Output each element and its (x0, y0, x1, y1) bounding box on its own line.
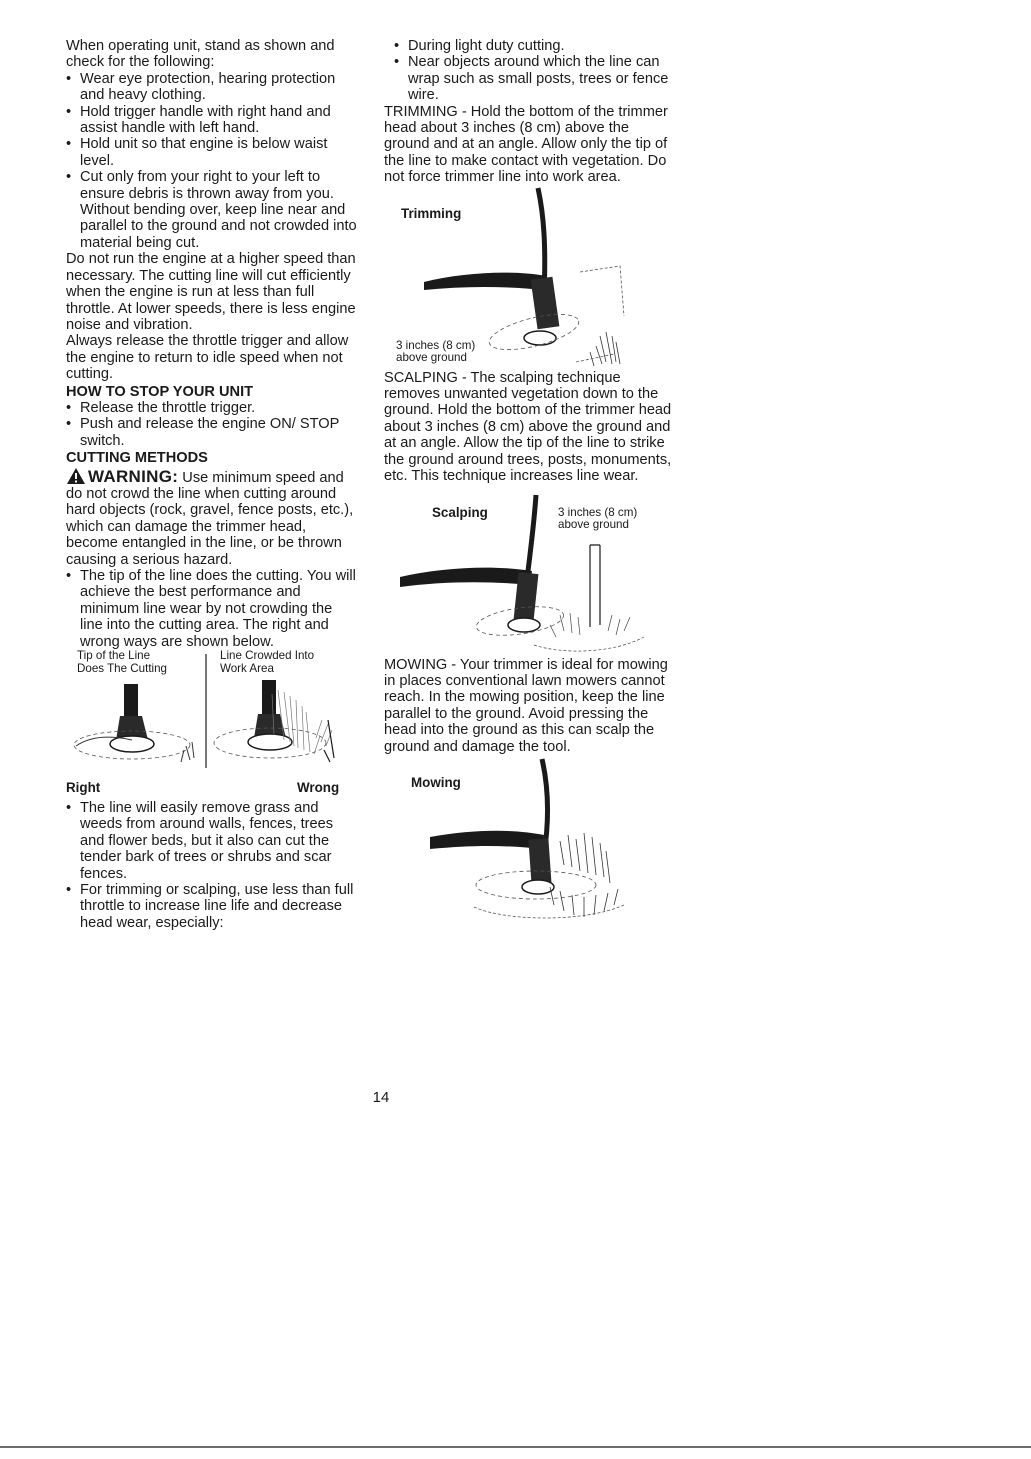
mowing-illustration (384, 755, 674, 935)
scalping-note: 3 inches (8 cm) above ground (558, 505, 638, 532)
list-item: • Cut only from your right to your left to ensure debris is thrown away from you. Without bending over, keep line near and parallel to the ground and not crowded into material being cut. (66, 169, 357, 251)
list-item: • Hold unit so that engine is below waist level. (66, 136, 328, 169)
trimming-figure (384, 186, 674, 370)
idle-paragraph: Always release the throttle trigger and allow the engine to return to idle speed when not cutting. (66, 333, 349, 383)
scalping-figure (384, 485, 674, 657)
list-item: • Wear eye protection, hearing protection and heavy clothing. (66, 70, 336, 104)
caption-line-crowded: Line Crowded Into Work Area (220, 649, 315, 675)
list-item: • The tip of the line does the cutting. You will achieve the best performance and minimum line wear by not crowding the line into the cutting area. The right and wrong ways are shown below. (66, 568, 356, 650)
list-item: • Hold trigger handle with right hand and assist handle with left hand. (66, 103, 331, 137)
intro-text: When operating unit, stand as shown and check for the following: (66, 38, 335, 71)
list-item: • Push and release the engine ON/ STOP switch. (66, 416, 340, 449)
warning-block (66, 467, 358, 568)
right-column (384, 38, 674, 935)
mowing-text: MOWING - Your trimmer is ideal for mowing in places conventional lawn mowers cannot reach. In the mowing position, keep the line parallel to the ground. Avoid pressing the head into the ground as this can scalp the ground and damage the tool. (384, 656, 668, 755)
trimming-text: TRIMMING - Hold the bottom of the trimmer head about 3 inches (8 cm) above the ground and at an angle. Allow only the tip of the line to make contact with vegetation. Do not force trimmer line into work area. (384, 103, 668, 186)
mowing-figure (384, 755, 674, 935)
warning-label: WARNING: (88, 466, 179, 486)
throttle-paragraph: Do not run the engine at a higher speed than necessary. The cutting line will cut efficiently when the engine is run at less than full throttle. At lower speeds, there is less engine noise and vibration. (66, 251, 356, 333)
warning-triangle-icon (66, 467, 86, 485)
list-item: • During light duty cutting. (394, 38, 565, 54)
scalping-illustration (384, 485, 674, 657)
left-column (66, 38, 358, 931)
trimming-note: 3 inches (8 cm) above ground (396, 338, 476, 365)
page-number: 14 (372, 1089, 390, 1106)
list-item: • Near objects around which the line can wrap such as small posts, trees or fence wire. (394, 54, 669, 104)
scalping-title: Scalping (432, 504, 488, 520)
stop-unit-heading: HOW TO STOP YOUR UNIT (66, 383, 254, 400)
right-wrong-figure (66, 650, 358, 800)
list-item: • The line will easily remove grass and weeds from around walls, fences, trees and flower beds, but it also can cut the tender bark of trees or shrubs and scar fences. (66, 800, 334, 882)
scalping-text: SCALPING - The scalping technique removes unwanted vegetation down to the ground. Hold the bottom of the trimmer head about 3 inches (8 cm) above the ground and at an angle. Allow the tip of the line to strike the ground around trees, posts, monuments, etc. This technique increases line wear. (384, 369, 672, 485)
warning-text: Use minimum speed and do not crowd the line when cutting around hard objects (rock, gravel, fence posts, etc.), which can damage the trimmer head, become entangled in the line, or be thrown causing a serious hazard. (66, 469, 354, 568)
page-bottom-rule (0, 1446, 1031, 1448)
label-wrong: Wrong (297, 780, 340, 796)
list-item: • Release the throttle trigger. (66, 399, 256, 416)
trimming-title: Trimming (401, 205, 462, 221)
cutting-methods-heading: CUTTING METHODS (66, 450, 208, 467)
mowing-title: Mowing (411, 774, 461, 790)
right-wrong-illustration (66, 650, 358, 800)
label-right: Right (66, 780, 101, 796)
list-item: • For trimming or scalping, use less than full throttle to increase line life and decrease head wear, especially: (66, 882, 354, 931)
caption-tip-does-cutting: Tip of the Line Does The Cutting (77, 649, 168, 675)
